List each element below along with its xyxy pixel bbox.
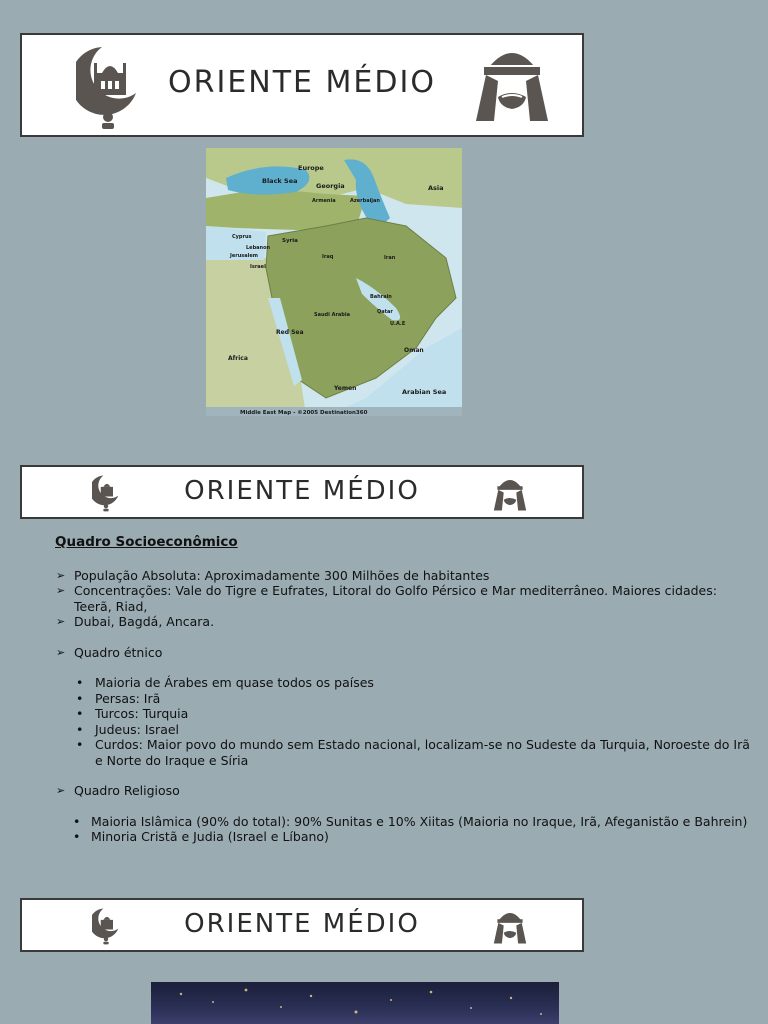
arrow-bullet-icon: ➢ xyxy=(56,615,66,628)
middle-east-map xyxy=(206,148,462,416)
map-label: Saudi Arabia xyxy=(314,312,350,318)
title-banner-2 xyxy=(20,465,584,519)
map-label: Red Sea xyxy=(276,329,304,336)
arab-man-icon xyxy=(492,907,528,945)
map-label: Iran xyxy=(384,255,396,261)
list-item: ➢ Quadro Religioso xyxy=(56,783,180,798)
map-label: Africa xyxy=(228,355,248,362)
map-label: Azerbaijan xyxy=(350,198,380,204)
map-label: Yemen xyxy=(334,385,357,392)
map-label: Bahrain xyxy=(370,294,392,300)
map-label: U.A.E xyxy=(390,321,406,327)
list-item: • Minoria Cristã e Judia (Israel e Líbano) xyxy=(73,829,329,844)
arab-man-icon xyxy=(492,474,528,512)
arab-man-icon xyxy=(472,41,552,123)
map-label: Black Sea xyxy=(262,177,298,185)
map-label: Qatar xyxy=(377,309,393,315)
arrow-bullet-icon: ➢ xyxy=(56,584,66,597)
ethnic-list xyxy=(55,675,755,768)
banner-title: ORIENTE MÉDIO xyxy=(168,65,436,100)
list-item: ➢ Quadro étnico xyxy=(56,644,163,660)
title-banner-3 xyxy=(20,898,584,952)
map-label: Iraq xyxy=(322,254,334,260)
list-item: ➢ População Absoluta: Aproximadamente 300 Milhões de habitantes xyxy=(56,567,490,583)
map-label: Georgia xyxy=(316,182,345,190)
map-label: Syria xyxy=(282,238,298,244)
socioeconomic-content xyxy=(55,535,755,845)
map-caption: Middle East Map - ©2005 Destination360 xyxy=(240,410,368,416)
religion-list xyxy=(55,814,755,845)
list-item: • Judeus: Israel xyxy=(76,721,180,737)
map-label: Arabian Sea xyxy=(402,388,447,396)
list-item: • Turcos: Turquia xyxy=(76,706,189,721)
map-label: Cyprus xyxy=(232,234,252,240)
arrow-bullet-icon: ➢ xyxy=(56,784,66,797)
night-satellite-image xyxy=(151,982,559,1024)
map-label: Europe xyxy=(298,164,324,172)
map-label: Israel xyxy=(250,264,266,270)
map-label: Oman xyxy=(404,347,424,354)
arrow-bullet-icon: ➢ xyxy=(56,645,66,659)
main-list xyxy=(55,568,755,630)
arrow-bullet-icon: ➢ xyxy=(56,568,66,582)
list-item: • Maioria de Árabes em quase todos os países xyxy=(76,675,374,690)
list-item: • Persas: Irã xyxy=(76,690,161,706)
list-item: ➢ Dubai, Bagdá, Ancara. xyxy=(56,614,215,629)
title-banner-1 xyxy=(20,33,584,137)
list-item: • Maioria Islâmica (90% do total): 90% Sunitas e 10% Xiitas (Maioria no Iraque, Irã, Afeganistão e Bahrein) xyxy=(73,813,748,829)
map-label: Jerusalem xyxy=(230,253,258,259)
map-label: Asia xyxy=(428,184,444,192)
map-label: Armenia xyxy=(312,198,336,204)
banner-title: ORIENTE MÉDIO xyxy=(184,476,420,506)
map-label: Lebanon xyxy=(246,245,271,251)
banner-title: ORIENTE MÉDIO xyxy=(184,909,420,939)
list-item: ➢ Concentrações: Vale do Tigre e Eufrates, Litoral do Golfo Pérsico e Mar mediterrâneo. Maiores cidades: Teerã, Riad, xyxy=(56,583,717,614)
list-item: • Curdos: Maior povo do mundo sem Estado nacional, localizam-se no Sudeste da Turquia, Noroeste do Irã e Norte do Iraque e Síria xyxy=(76,737,750,768)
section-heading: Quadro Socioeconômico xyxy=(55,534,238,550)
